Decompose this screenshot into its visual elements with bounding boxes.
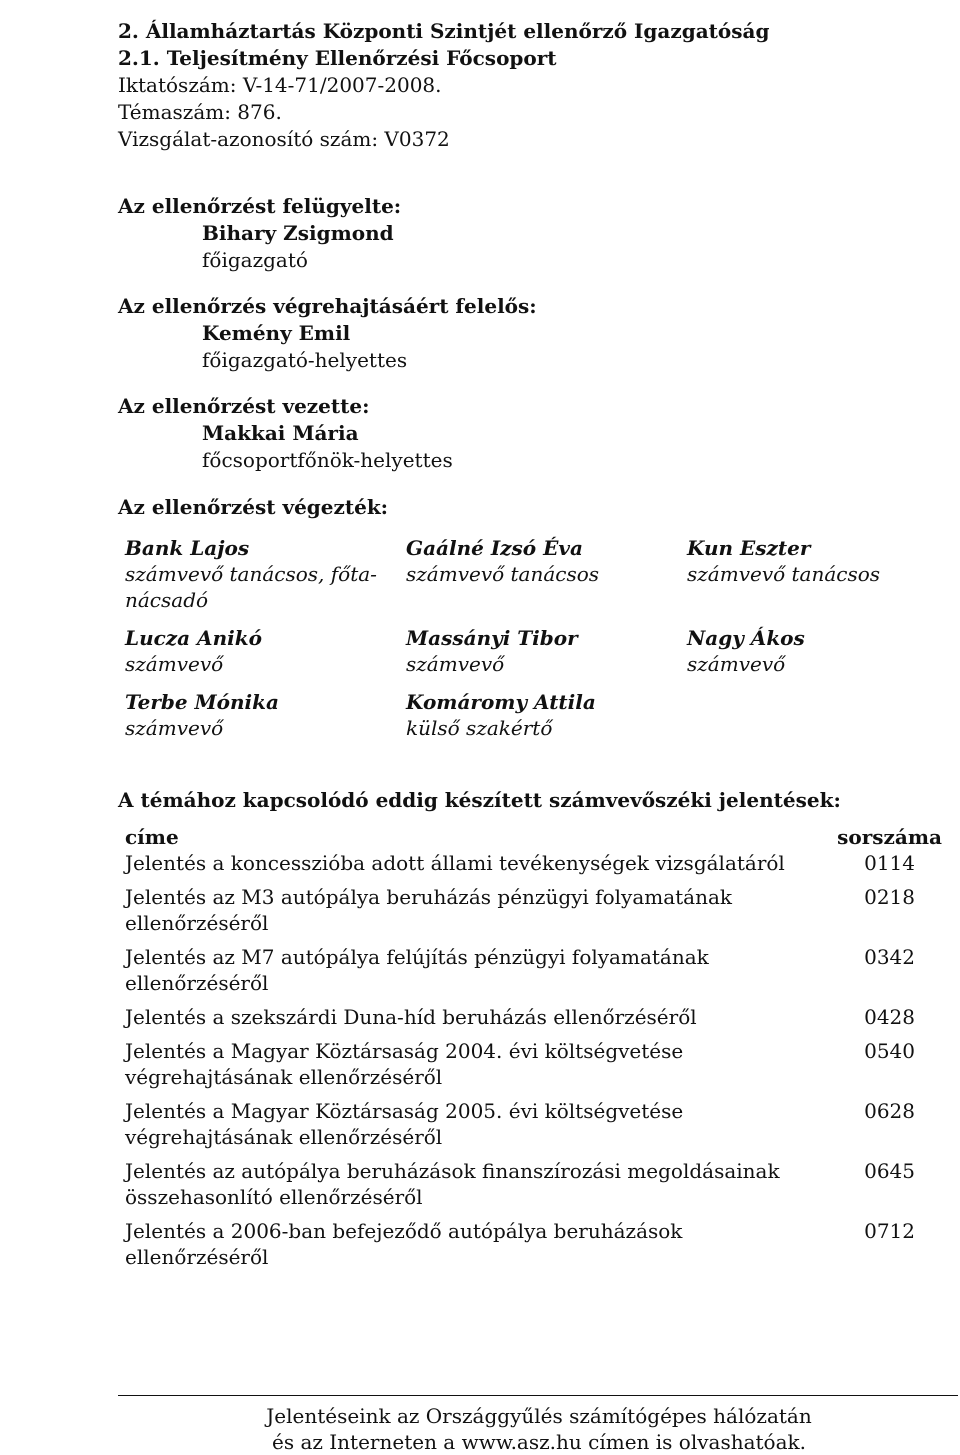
member-role: számvevő (125, 652, 224, 676)
supervisor-name: Bihary Zsigmond (202, 221, 394, 245)
topic-number: Témaszám: 876. (118, 100, 282, 124)
report-row (125, 884, 915, 936)
report-title: Jelentés a 2006-ban befejeződő autópálya beruházások ellenőrzéséről (125, 1219, 683, 1269)
member-role: számvevő (687, 652, 786, 676)
report-title: Jelentés az autópálya beruházások finanszírozási megoldásainak összehasonlító ellenőrzéséről (125, 1159, 780, 1209)
member-name: Bank Lajos (125, 536, 250, 560)
report-row (125, 1218, 915, 1270)
performed-label: Az ellenőrzést végezték: (118, 495, 389, 519)
member-name: Nagy Ákos (687, 626, 805, 650)
file-number: Iktatószám: V-14-71/2007-2008. (118, 73, 442, 97)
report-title: Jelentés a szekszárdi Duna-híd beruházás ellenőrzéséről (125, 1005, 697, 1029)
responsible-label: Az ellenőrzés végrehajtásáért felelős: (118, 294, 537, 318)
member-role: számvevő tanácsos, főta-nácsadó (125, 562, 377, 612)
member-role: számvevő tanácsos (687, 562, 881, 586)
report-title: Jelentés az M3 autópálya beruházás pénzügyi folyamatának ellenőrzéséről (125, 885, 733, 935)
reports-table-header (125, 823, 960, 851)
member-name: Kun Eszter (687, 536, 811, 560)
footer-line-2: és az Interneten a www.asz.hu címen is olvashatóak. (271, 1430, 806, 1454)
member-name: Komáromy Attila (406, 690, 596, 714)
report-title: Jelentés a koncesszióba adott állami tevékenységek vizsgálatáról (125, 851, 785, 875)
report-number: 0342 (864, 945, 915, 969)
report-title: Jelentés a Magyar Köztársaság 2005. évi költségvetése végrehajtásának ellenőrzéséről (125, 1099, 684, 1149)
report-row (125, 1158, 915, 1210)
report-number: 0540 (864, 1039, 915, 1063)
member-name: Terbe Mónika (125, 690, 279, 714)
member-name: Gaálné Izsó Éva (406, 536, 583, 560)
team-member (687, 535, 927, 587)
report-row (125, 1098, 915, 1150)
report-row (125, 1004, 915, 1030)
report-number: 0218 (864, 885, 915, 909)
department-title: 2.1. Teljesítmény Ellenőrzési Főcsoport (118, 46, 557, 70)
report-number: 0712 (864, 1219, 915, 1243)
team-member (687, 625, 927, 677)
leader-name: Makkai Mária (202, 421, 359, 445)
member-role: számvevő (125, 716, 224, 740)
member-role: külső szakértő (406, 716, 553, 740)
directorate-title: 2. Államháztartás Központi Szintjét ellenőrző Igazgatóság (118, 19, 770, 43)
investigation-id: Vizsgálat-azonosító szám: V0372 (118, 127, 450, 151)
report-number: 0428 (864, 1005, 915, 1029)
team-member (406, 689, 661, 741)
team-member (406, 535, 661, 587)
led-block (118, 393, 918, 474)
team-member (125, 689, 380, 741)
leader-role: főcsoportfőnök-helyettes (202, 448, 453, 472)
report-row (125, 850, 915, 876)
responsible-block (118, 293, 918, 374)
team-member (406, 625, 661, 677)
member-name: Massányi Tibor (406, 626, 578, 650)
footer-divider (118, 1395, 958, 1396)
footer-line-1: Jelentéseink az Országgyűlés számítógépes hálózatán (266, 1404, 812, 1428)
member-role: számvevő tanácsos (406, 562, 600, 586)
col-number-header: sorszáma (837, 825, 942, 849)
report-number: 0114 (864, 851, 915, 875)
report-title: Jelentés az M7 autópálya felújítás pénzügyi folyamatának ellenőrzéséről (125, 945, 709, 995)
supervisor-role: főigazgató (202, 248, 308, 272)
document-header (118, 18, 938, 153)
report-number: 0645 (864, 1159, 915, 1183)
report-title: Jelentés a Magyar Köztársaság 2004. évi költségvetése végrehajtásának ellenőrzéséről (125, 1039, 684, 1089)
reports-heading: A témához kapcsolódó eddig készített számvevőszéki jelentések: (118, 788, 841, 812)
col-title-header: címe (125, 825, 179, 849)
supervised-block (118, 193, 918, 274)
report-row (125, 944, 915, 996)
team-member (125, 535, 380, 613)
member-role: számvevő (406, 652, 505, 676)
footer-note (118, 1403, 960, 1455)
report-number: 0628 (864, 1099, 915, 1123)
responsible-name: Kemény Emil (202, 321, 351, 345)
performed-label-block (118, 494, 918, 521)
report-row (125, 1038, 915, 1090)
supervised-label: Az ellenőrzést felügyelte: (118, 194, 402, 218)
reports-list (125, 850, 915, 1278)
team-member (125, 625, 380, 677)
led-label: Az ellenőrzést vezette: (118, 394, 370, 418)
responsible-role: főigazgató-helyettes (202, 348, 408, 372)
member-name: Lucza Anikó (125, 626, 262, 650)
